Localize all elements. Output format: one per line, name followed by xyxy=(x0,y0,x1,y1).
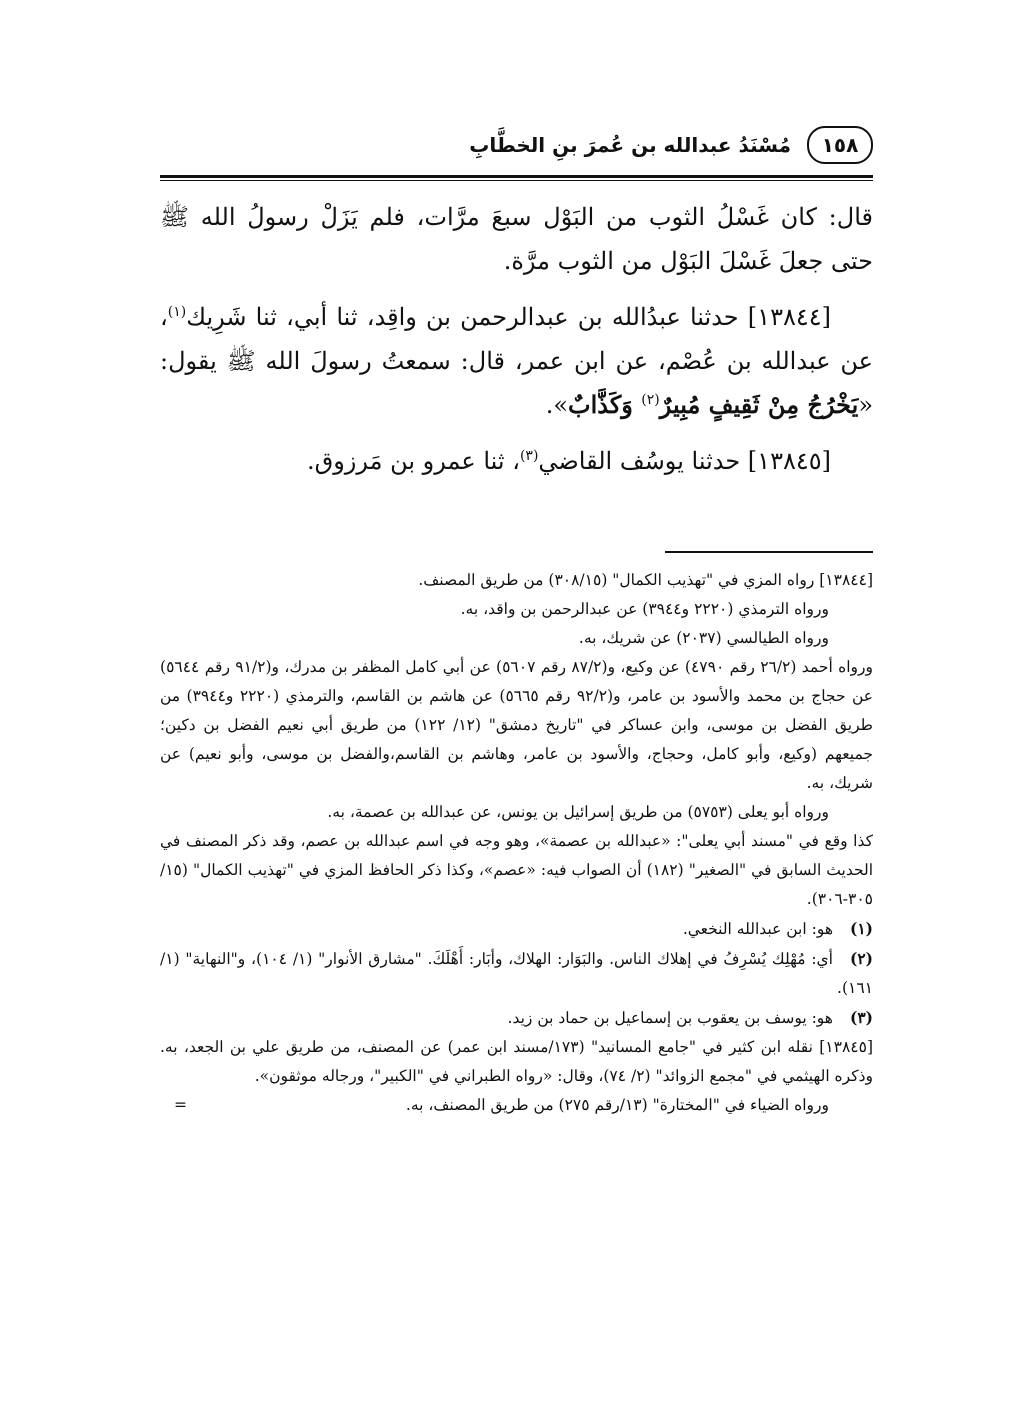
footnote-1: (١)هو: ابن عبدالله النخعي. xyxy=(682,919,873,938)
note-13844-5: ورواه أبو يعلى (٥٧٥٣) من طريق إسرائيل بن يونس، عن عبدالله بن عصمة، به. xyxy=(327,803,829,821)
paragraph-1: قال: كان غَسْلُ الثوب من البَوْل سبعَ مرَّات، فلم يَزَلْ رسولُ الله ﷺ حتى جعلَ غَسْلَ البَوْل من الثوب مرَّة. xyxy=(160,203,873,275)
note-13844-3: ورواه الطيالسي (٢٠٣٧) عن شريك، به. xyxy=(578,629,829,647)
hadith-13845: [١٣٨٤٥] حدثنا يوسُف القاضي$^{(٣)}$، ثنا عمرو بن مَرزوق. xyxy=(306,447,831,475)
note-13845-1: [١٣٨٤٥] نقله ابن كثير في "جامع المسانيد" (١٧٣/مسند ابن عمر) عن المصنف، من طريق علي بن الجعد، به. وذكره الهيثمي في "مجمع الزوائد" (٢/ ٧٤)، وقال: «رواه الطبراني في "الكبير"، ورجاله موثقون». xyxy=(160,1038,873,1085)
page-header xyxy=(160,126,873,164)
running-title: مُسْنَدُ عبدالله بن عُمرَ بنِ الخطَّابِ xyxy=(469,133,791,157)
footnote-rule xyxy=(665,551,873,553)
footnote-3: (٣)هو: يوسف بن يعقوب بن إسماعيل بن حماد بن زيد. xyxy=(507,1008,873,1027)
header-rule xyxy=(160,175,873,181)
continuation-mark: = xyxy=(174,1096,187,1114)
hadith-13844: [١٣٨٤٤] حدثنا عبدُالله بن عبدالرحمن بن واقِد، ثنا أبي، ثنا شَرِيك$^{(١)}$، عن عبدالله بن عُصْم، عن ابن عمر، قال: سمعتُ رسولَ الله ﷺ يقول: «يَخْرُجُ مِنْ ثَقِيفٍ مُبِيرٌ$^{(٢)}$ وَكَذَّابٌ». xyxy=(160,303,873,419)
footnote-ref-1: (١) xyxy=(167,304,187,320)
note-13844-4: ورواه أحمد (٢٦/٢ رقم ٤٧٩٠) عن وكيع، و(٨٧/٢ رقم ٥٦٠٧) عن أبي كامل المظفر بن مدرك، و(٩١/٢ رقم ٥٦٤٤) عن حجاج بن محمد والأسود بن عامر، و(٩٢/٢ رقم ٥٦٦٥) عن هاشم بن القاسم، والترمذي (٢٢٢٠ و٣٩٤٤) من طريق الفضل بن موسى، وابن عساكر في "تاريخ دمشق" (١٢/ ١٢٢) من طريق أبي نعيم الفضل بن دكين؛ جميعهم (وكيع، وأبو كامل، وحجاج، والأسود بن عامر، وهاشم بن القاسم،والفضل بن موسى، وأبو نعيم) عن شريك، به. xyxy=(160,658,874,792)
footnote-2: (٢)أي: مُهْلِك يُسْرِفُ في إهلاك الناس. والبَوَار: الهلاك، وأبَار: أَهْلَكَ. "مشارق الأنوار" (١/ ١٠٤)، و"النهاية" (١/ ١٦١). xyxy=(160,949,873,997)
note-13844-6: كذا وقع في "مسند أبي يعلى": «عبدالله بن عصمة»، وهو وجه في اسم عبدالله بن عصم، وقد ذكر المصنف في الحديث السابق في "الصغير" (١٨٢) أن الصواب فيه: «عصم»، وكذا ذكر الحافظ المزي في "تهذيب الكمال" (١٥/ ٣٠٥-٣٠٦). xyxy=(160,832,873,908)
note-13845-2: = ورواه الضياء في "المختارة" (١٣/رقم ٢٧٥) من طريق المصنف، به. xyxy=(160,1091,873,1120)
page-number: ١٥٨ xyxy=(807,126,873,164)
note-13844-1: [١٣٨٤٤] رواه المزي في "تهذيب الكمال" (٣٠٨/١٥) من طريق المصنف. xyxy=(418,571,873,589)
footnotes xyxy=(160,566,873,1120)
main-text xyxy=(160,195,873,495)
footnote-ref-3: (٣) xyxy=(519,448,539,464)
note-13844-2: ورواه الترمذي (٢٢٢٠ و٣٩٤٤) عن عبدالرحمن بن واقد، به. xyxy=(460,600,829,618)
footnote-ref-2: (٢) xyxy=(641,392,660,408)
